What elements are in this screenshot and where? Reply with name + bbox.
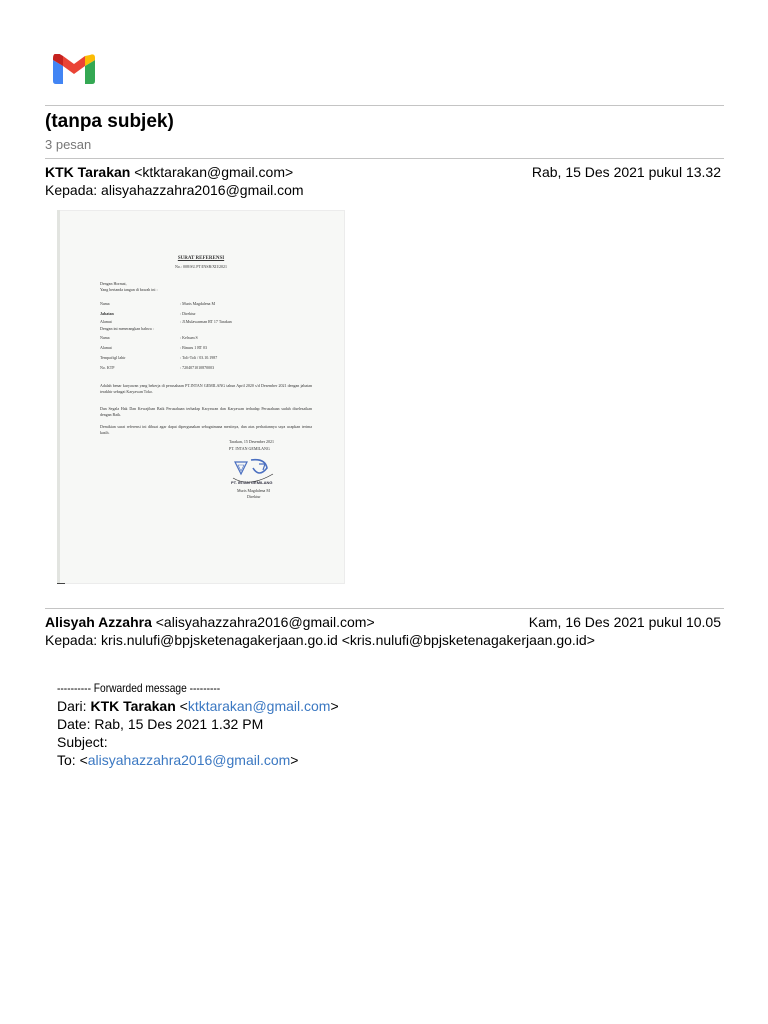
letter-paragraph: Dan Segala Hak Dan Kewajiban Baik Perusahaan terhadap Karyawan dan Karyawan terhadap Perusahaan sudah diselesaikan dengan Baik.	[100, 406, 312, 417]
field-label: Jabatan	[100, 311, 114, 316]
to-close: >	[290, 752, 299, 768]
message-count: 3 pesan	[45, 137, 92, 152]
letter-title: SURAT REFERENSI	[177, 256, 225, 261]
sender-email[interactable]: <alisyahazzahra2016@gmail.com>	[155, 614, 375, 630]
gmail-logo-icon	[53, 54, 95, 84]
letter-company: PT. INTAN GEMILANG	[229, 446, 270, 451]
to-label: To: <	[57, 752, 88, 768]
sender-email[interactable]: <ktktarakan@gmail.com>	[134, 164, 294, 180]
field-label: No. KTP	[100, 365, 115, 370]
to-email-link[interactable]: alisyahazzahra2016@gmail.com	[87, 752, 291, 768]
field-value: : Binuru 1 RT 03	[180, 345, 208, 350]
forwarded-from	[57, 697, 339, 715]
field-label: Nama	[100, 301, 110, 306]
field-value: : Kelsum S	[180, 335, 198, 340]
from-email-link[interactable]: ktktarakan@gmail.com	[187, 698, 331, 714]
message-1-sender	[45, 163, 293, 181]
from-label: Dari:	[57, 698, 91, 714]
message-1-divider	[45, 158, 724, 159]
letter-intro: Yang bertanda tangan di bawah ini :	[100, 287, 158, 292]
letter-place-date: Tarakan, 15 Desember 2021	[229, 439, 275, 444]
letter-paragraph: Demikian surat referensi ini dibuat agar dapat dipergunakan sebagaimana mestinya, dan atas perhatiannya saya ucapkan terima kasih.	[100, 424, 312, 435]
message-1-date: Rab, 15 Des 2021 pukul 13.32	[531, 164, 721, 180]
message-2-recipient: Kepada: kris.nulufi@bpjsketenagakerjaan.go.id <kris.nulufi@bpjsketenagakerjaan.go.id>	[45, 632, 595, 648]
from-close: >	[330, 698, 339, 714]
letter-declare: Dengan ini menerangkan bahwa :	[100, 326, 154, 331]
top-divider	[45, 105, 724, 106]
field-value: : 7204071010870003	[180, 365, 215, 370]
sender-name: Alisyah Azzahra	[45, 614, 152, 630]
forwarded-subject: Subject:	[57, 734, 108, 750]
field-label: Tempat/tgl lahir	[100, 355, 126, 360]
message-2-date: Kam, 16 Des 2021 pukul 10.05	[528, 614, 721, 630]
email-subject: (tanpa subjek)	[45, 111, 174, 132]
field-label: Nama	[100, 335, 110, 340]
stamp-label: PT. INTAN GEMILANG	[231, 480, 273, 485]
letter-signer: Muris Magdalena M	[237, 488, 270, 493]
forwarded-date: Date: Rab, 15 Des 2021 1.32 PM	[57, 716, 264, 732]
field-value: : Muris Magdalena M	[180, 301, 215, 306]
from-name: KTK Tarakan	[90, 698, 176, 714]
from-open: <	[175, 698, 188, 714]
letter-number: No.: 008/SU.PT/INSB/XII/2021	[175, 264, 227, 269]
message-1-recipient: Kepada: alisyahazzahra2016@gmail.com	[45, 182, 304, 198]
scanned-letter-image[interactable]	[57, 210, 345, 584]
field-value: : Direktur	[180, 311, 196, 316]
scan-corner-mark	[57, 583, 65, 584]
forwarded-header: ---------- Forwarded message ---------	[57, 681, 221, 695]
sender-name: KTK Tarakan	[45, 164, 131, 180]
letter-signer-title: Direktur	[247, 494, 261, 499]
field-value: : Jl.Mulawarman RT 17 Tarakan	[180, 319, 232, 324]
field-label: Alamat	[100, 319, 112, 324]
letter-paragraph: Adalah benar karyawan yang bekerja di perusahaan PT.INTAN GEMILANG tahun April 2020 s/d Desember 2021 dengan jabatan terakhir sebagai Karyawan Toko.	[100, 383, 312, 394]
message-2-divider	[45, 608, 724, 609]
message-2-sender	[45, 613, 375, 631]
field-label: Alamat	[100, 345, 112, 350]
field-value: : Toli-Toli / 03.10.1987	[180, 355, 218, 360]
letter-greeting: Dengan Hormat,	[100, 281, 127, 286]
forwarded-to	[57, 751, 298, 769]
